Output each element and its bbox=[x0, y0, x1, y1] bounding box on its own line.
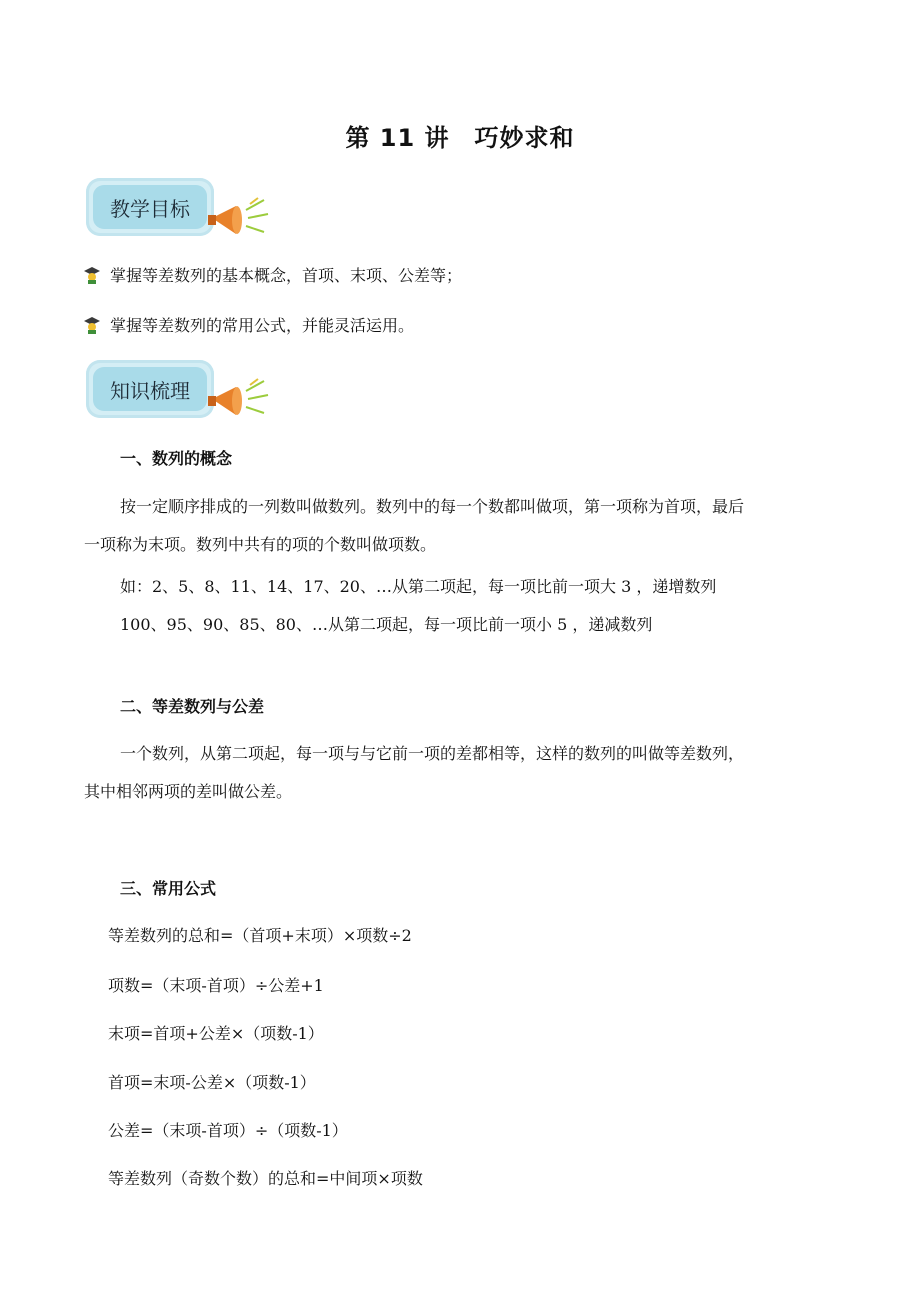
formula-line: 公差=（末项-首项）÷（项数-1） bbox=[108, 1121, 348, 1140]
formula-line: 首项=末项-公差×（项数-1） bbox=[108, 1073, 316, 1092]
section-heading: 三、常用公式 bbox=[120, 879, 217, 898]
section-badge-knowledge-label: 知识梳理 bbox=[93, 367, 207, 411]
section-heading: 二、等差数列与公差 bbox=[120, 697, 265, 716]
goal-item-text: 掌握等差数列的基本概念，首项、末项、公差等； bbox=[110, 266, 463, 285]
graduate-icon bbox=[82, 265, 102, 285]
goal-item-2 bbox=[82, 313, 414, 336]
formula-line: 等差数列（奇数个数）的总和=中间项×项数 bbox=[108, 1169, 423, 1188]
graduate-icon bbox=[82, 315, 102, 335]
megaphone-icon bbox=[206, 377, 270, 421]
paragraph-line: 一个数列，从第二项起，每一项与与它前一项的差都相等，这样的数列的叫做等差数列， bbox=[120, 744, 745, 763]
section-badge-goals bbox=[86, 178, 214, 236]
paragraph-line: 按一定顺序排成的一列数叫做数列。数列中的每一个数都叫做项，第一项称为首项，最后 bbox=[120, 497, 745, 516]
megaphone-icon bbox=[206, 196, 270, 240]
page-title: 第 11 讲 巧妙求和 bbox=[345, 124, 575, 152]
section-badge-goals-label: 教学目标 bbox=[93, 185, 207, 229]
paragraph-line: 一项称为末项。数列中共有的项的个数叫做项数。 bbox=[84, 535, 437, 554]
example-line: 如：2、5、8、11、14、17、20、…从第二项起，每一项比前一项大 3 ，递增数列 bbox=[120, 577, 717, 596]
formula-line: 末项=首项+公差×（项数-1） bbox=[108, 1024, 324, 1043]
paragraph-line: 其中相邻两项的差叫做公差。 bbox=[84, 782, 293, 801]
section-badge-knowledge bbox=[86, 360, 214, 418]
goal-item-text: 掌握等差数列的常用公式，并能灵活运用。 bbox=[110, 316, 415, 335]
formula-line: 等差数列的总和=（首项+末项）×项数÷2 bbox=[108, 926, 412, 945]
section-heading: 一、数列的概念 bbox=[120, 449, 233, 468]
example-line: 100、95、90、85、80、…从第二项起，每一项比前一项小 5 ，递减数列 bbox=[120, 615, 653, 634]
goal-item-1 bbox=[82, 263, 462, 286]
formula-line: 项数=（末项-首项）÷公差+1 bbox=[108, 976, 324, 995]
